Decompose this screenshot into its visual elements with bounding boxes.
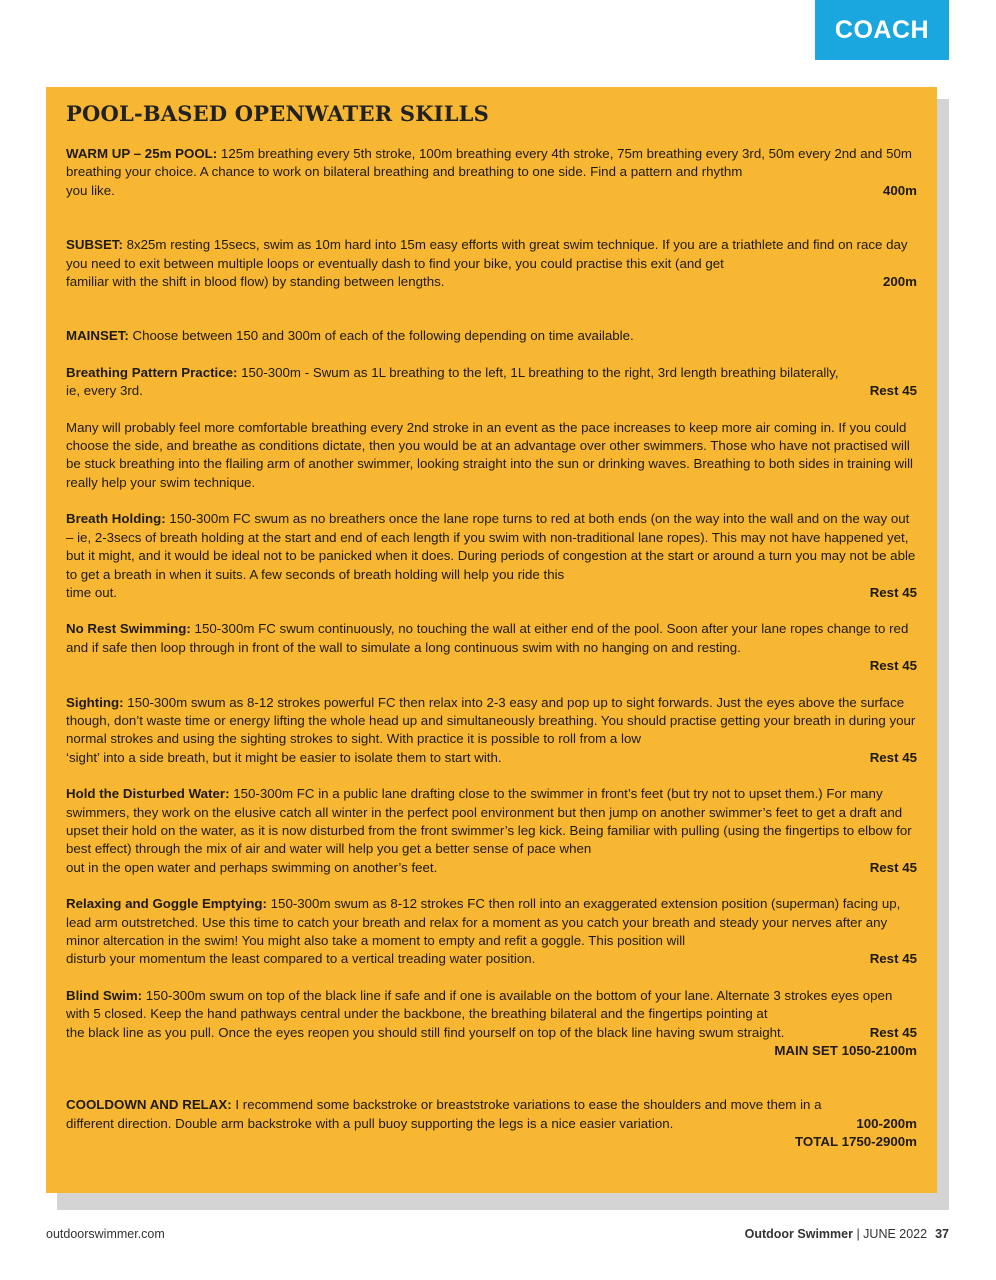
subset-text-last: familiar with the shift in blood flow) by standing between lengths.	[66, 274, 445, 290]
breath-holding-label: Breath Holding:	[66, 511, 166, 527]
panel-title: POOL-BASED OPENWATER SKILLS	[66, 101, 490, 126]
subset-label: SUBSET:	[66, 237, 123, 253]
sighting-block: Sighting: 150-300m swum as 8-12 strokes powerful FC then relax into 2-3 easy and pop up to sight forwards. Just the eyes above the surface though, don’t waste time or energy lifting the whole head up and simultaneously breathing. You should practise getting your breath in during your normal strokes and using the sighting strokes to sight. With practice it is possible to roll from a low ‘sight’ into a side breath, but it might be easier to isolate them to start with. Rest 45	[66, 694, 917, 768]
breathing-note: Many will probably feel more comfortable breathing every 2nd stroke in an event as the pace increases to keep more air coming in. If you could choose the side, and breathe as conditions dictate, then you would be at an advantage over other swimmers. Those who have not practised will be stuck breathing into the flailing arm of another swimmer, looking straight into the sun or drinking waves. Breathing to both sides in training will really help your swim technique.	[66, 419, 914, 490]
breathing-pattern-label: Breathing Pattern Practice:	[66, 364, 238, 380]
rest-label: Rest 45	[869, 1024, 917, 1040]
subset-distance: 200m	[882, 274, 917, 290]
mainset-label: MAINSET:	[66, 328, 129, 344]
section-tab-coach: COACH	[815, 0, 949, 60]
no-rest-block: No Rest Swimming: 150-300m FC swum continuously, no touching the wall at either end of the pool. Soon after your lane ropes change to red and if safe then loop through in front of the wall to simulate a long continuous swim with no hanging on and resting. Rest 45	[66, 620, 917, 675]
rest-label: Rest 45	[869, 584, 917, 600]
cooldown-distance: 100-200m	[856, 1115, 917, 1131]
rest-label: Rest 45	[869, 383, 917, 399]
disturbed-water-label: Hold the Disturbed Water:	[66, 786, 230, 802]
magazine-name: Outdoor Swimmer	[744, 1227, 853, 1241]
mainset-text: MAINSET: Choose between 150 and 300m of each of the following depending on time available.	[66, 328, 634, 344]
footer-website: outdoorswimmer.com	[46, 1227, 165, 1241]
rest-label: Rest 45	[869, 859, 917, 875]
rest-label: Rest 45	[869, 658, 917, 674]
blind-swim-block: Blind Swim: 150-300m swum on top of the black line if safe and if one is available on the bottom of your lane. Alternate 3 strokes eyes open with 5 closed. Keep the hand pathways central under the backbone, the breathing bilateral and the fingertips pointing at the black line as you pull. Once the eyes reopen you should still find yourself on top of the black line having swum straight. Rest 45 MAIN SET 1050-2100m	[66, 987, 917, 1061]
warmup-label: WARM UP – 25m POOL:	[66, 146, 218, 161]
main-set-total: MAIN SET 1050-2100m	[774, 1043, 917, 1059]
warmup-text-last: you like.	[66, 182, 115, 198]
warmup-text: WARM UP – 25m POOL: 125m breathing every 5th stroke, 100m breathing every 4th stroke, 75m breathing every 3rd, 50m every 2nd and 50m breathing your choice. A chance to work on bilateral breathing and breathing to one side. Find a pattern and rhythm	[66, 146, 913, 180]
goggle-block: Relaxing and Goggle Emptying: 150-300m swum as 8-12 strokes FC then roll into an exaggerated extension position (superman) facing up, lead arm outstretched. Use this time to catch your breath and relax for a moment as you catch your breath and steady your nerves after any minor altercation in the swim! You might also take a moment to empty and refit a goggle. This position will disturb your momentum the least compared to a vertical treading water position. Rest 45	[66, 895, 917, 969]
rest-label: Rest 45	[869, 749, 917, 765]
disturbed-water-block: Hold the Disturbed Water: 150-300m FC in a public lane drafting close to the swimmer in front’s feet (but try not to upset them.) For many swimmers, they work on the elusive catch all winter in the perfect pool environment but then jump on another swimmer’s feet to get a draft and upset their hold on the water, as it is now disturbed from the front swimmer’s leg kick. Being familiar with pulling (using the fingertips to elbow for best effect) through the mix of air and water will help you get a better sense of pace when out in the open water and perhaps swimming on another’s feet. Rest 45	[66, 785, 917, 877]
workout-panel	[46, 87, 937, 1193]
goggle-label: Relaxing and Goggle Emptying:	[66, 896, 267, 912]
breath-holding-block: Breath Holding: 150-300m FC swum as no breathers once the lane rope turns to red at both ends (on the way into the wall and on the way out – ie, 2-3secs of breath holding at the start and end of each length if you swim with non-traditional lane ropes). This may not have happened yet, but it might, and it would be ideal not to be panicked when it does. During periods of congestion at the start or around a turn you may not be able to get a breath in when it suits. A few seconds of breath holding will help you ride this time out. Rest 45	[66, 510, 917, 602]
subset-text: SUBSET: 8x25m resting 15secs, swim as 10m hard into 15m easy efforts with great swim technique. If you are a triathlete and find on race day you need to exit between multiple loops or eventually dash to find your bike, you could practise this exit (and get	[66, 237, 908, 271]
blind-swim-label: Blind Swim:	[66, 987, 143, 1003]
footer-credit	[745, 1227, 949, 1241]
issue-date: | JUNE 2022	[852, 1227, 928, 1241]
sighting-label: Sighting:	[66, 694, 124, 710]
rest-label: Rest 45	[869, 951, 917, 967]
warmup-block	[66, 145, 917, 200]
session-total: TOTAL 1750-2900m	[795, 1134, 917, 1150]
page-number: 37	[935, 1227, 949, 1241]
cooldown-block: COOLDOWN AND RELAX: I recommend some backstroke or breaststroke variations to ease the shoulders and move them in a different direction. Double arm backstroke with a pull buoy supporting the legs is a nice easier variation. 100-200m TOTAL 1750-2900m	[66, 1096, 917, 1151]
warmup-distance: 400m	[882, 182, 917, 198]
cooldown-label: COOLDOWN AND RELAX:	[66, 1097, 232, 1113]
subset-block	[66, 236, 917, 291]
no-rest-label: No Rest Swimming:	[66, 621, 191, 637]
breathing-pattern-block: Breathing Pattern Practice: 150-300m - Swum as 1L breathing to the left, 1L breathing to the right, 3rd length breathing bilaterally, ie, every 3rd. Rest 45	[66, 364, 917, 401]
